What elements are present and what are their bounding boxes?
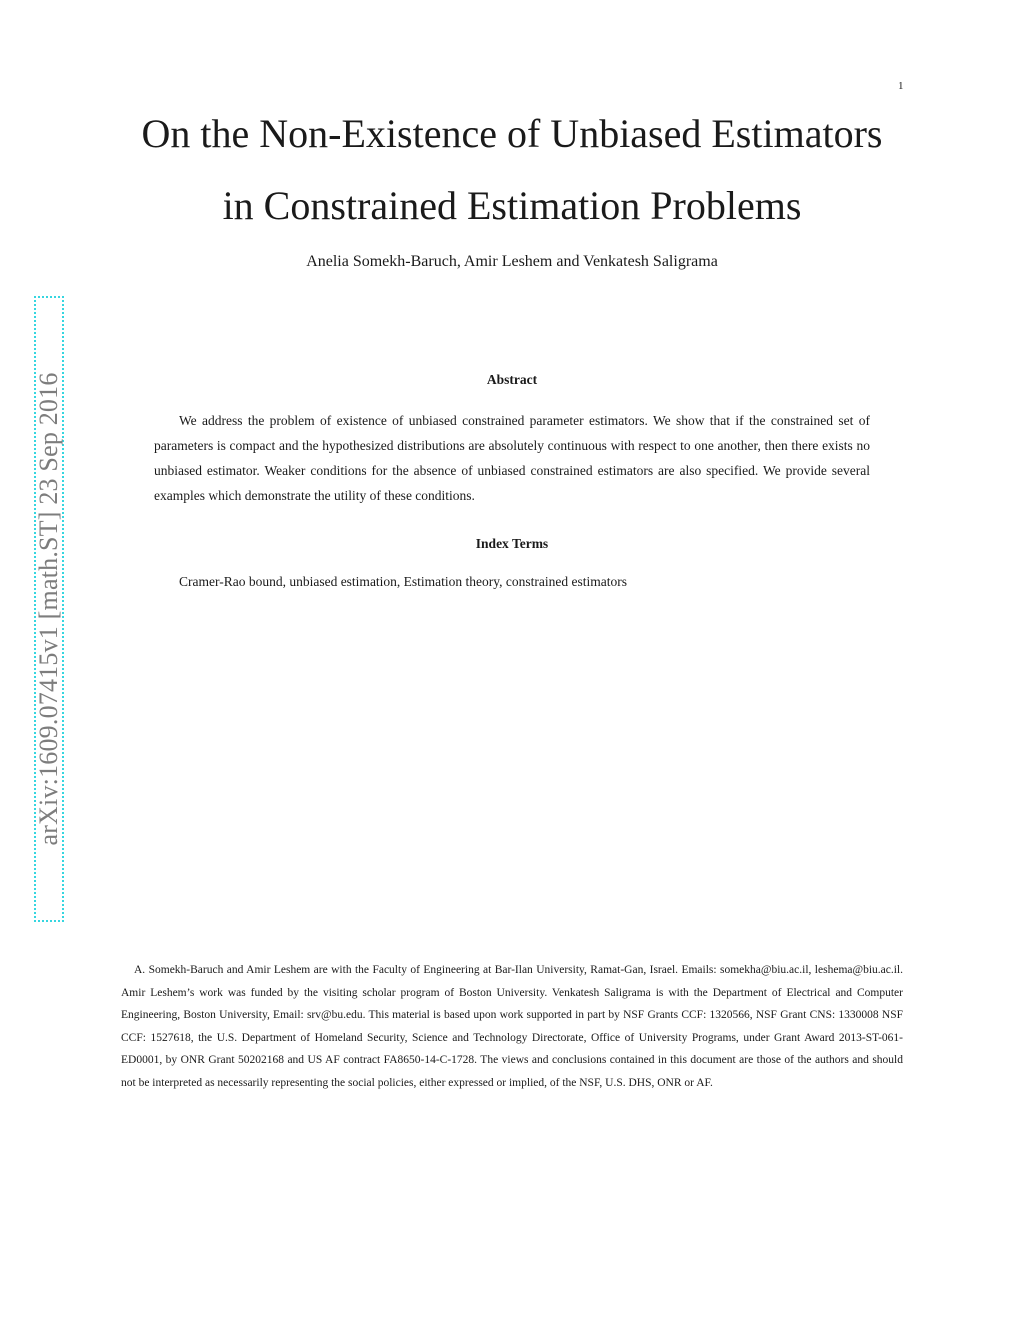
arxiv-stamp [34, 296, 64, 922]
abstract-text: We address the problem of existence of unbiased constrained parameter estimators. We show that if the constrained set of parameters is compact and the hypothesized distributions are absolutely continuous with respect to one another, then there exists no unbiased estimator. Weaker conditions for the absence of unbiased constrained estimators are also specified. We provide several examples which demonstrate the utility of these conditions. [154, 413, 870, 503]
paper-title-line-2: in Constrained Estimation Problems [222, 183, 802, 228]
paper-title-line-1: On the Non-Existence of Unbiased Estimators [141, 111, 883, 156]
author-list: Anelia Somekh-Baruch, Amir Leshem and Venkatesh Saligrama [306, 253, 718, 270]
arxiv-identifier-link[interactable]: arXiv:1609.07415v1 [math.ST] 23 Sep 2016 [34, 296, 64, 922]
index-terms-text: Cramer-Rao bound, unbiased estimation, Estimation theory, constrained estimators [179, 574, 628, 589]
page-number: 1 [898, 80, 904, 92]
affiliation-footnote: A. Somekh-Baruch and Amir Leshem are with the Faculty of Engineering at Bar-Ilan University, Ramat-Gan, Israel. Emails: somekha@biu.ac.il, leshema@biu.ac.il. Amir Leshem’s work was funded by the visiting scholar program of Boston University. Venkatesh Saligrama is with the Department of Electrical and Computer Engineering, Boston University, Email: srv@bu.edu. This material is based upon work supported in part by NSF Grants CCF: 1320566, NSF Grant CNS: 1330008 NSF CCF: 1527618, the U.S. Department of Homeland Security, Science and Technology Directorate, Office of University Programs, under Grant Award 2013-ST-061-ED0001, by ONR Grant 50202168 and US AF contract FA8650-14-C-1728. The views and conclusions contained in this document are those of the authors and should not be interpreted as necessarily representing the social policies, either expressed or implied, of the NSF, U.S. DHS, ONR or AF. [121, 964, 903, 1089]
index-terms-heading: Index Terms [475, 536, 549, 551]
abstract-heading: Abstract [486, 372, 538, 387]
